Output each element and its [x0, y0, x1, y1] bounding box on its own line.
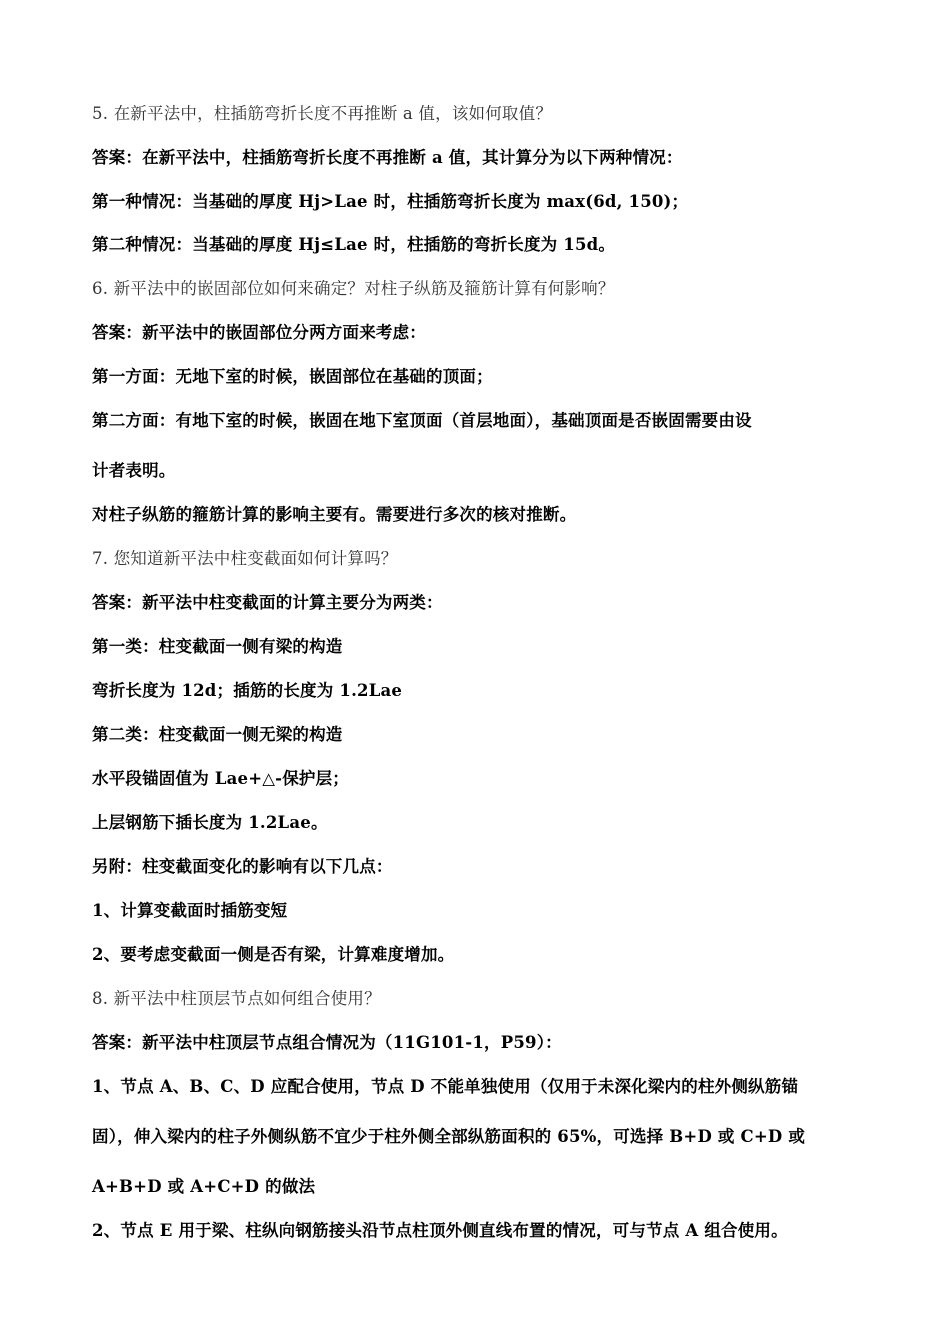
answer-7-type-1: 第一类：柱变截面一侧有梁的构造 — [92, 637, 343, 656]
answer-6-aspect-1: 第一方面：无地下室的时候，嵌固部位在基础的顶面； — [92, 367, 493, 386]
answer-8-item-1-line-2: 固），伸入梁内的柱子外侧纵筋不宜少于柱外侧全部纵筋面积的 65%，可选择 B+D 或 C+D 或 — [92, 1127, 806, 1146]
answer-7-type-2-detail-1: 水平段锚固值为 Lae+△-保护层； — [92, 769, 349, 788]
answer-5-case-1: 第一种情况：当基础的厚度 Hj>Lae 时，柱插筋弯折长度为 max(6d, 150)； — [92, 192, 689, 211]
answer-5: 答案：在新平法中，柱插筋弯折长度不再推断 a 值，其计算分为以下两种情况： — [92, 148, 683, 167]
answer-7-note-2: 2、要考虑变截面一侧是否有梁，计算难度增加。 — [92, 945, 455, 964]
answer-8-item-1-line-1: 1、节点 A、B、C、D 应配合使用，节点 D 不能单独使用（仅用于未深化梁内的柱外侧纵筋锚 — [92, 1077, 799, 1096]
answer-5-case-2: 第二种情况：当基础的厚度 Hj≤Lae 时，柱插筋的弯折长度为 15d。 — [92, 235, 616, 254]
answer-6-aspect-2-line-2: 计者表明。 — [92, 461, 176, 480]
answer-7-type-2-detail-2: 上层钢筋下插长度为 1.2Lae。 — [92, 813, 328, 832]
question-6: 6. 新平法中的嵌固部位如何来确定？对柱子纵筋及箍筋计算有何影响？ — [92, 279, 615, 298]
question-5: 5. 在新平法中，柱插筋弯折长度不再推断 a 值，该如何取值？ — [92, 104, 553, 123]
answer-7-note: 另附：柱变截面变化的影响有以下几点： — [92, 857, 393, 876]
answer-6-aspect-2-line-1: 第二方面：有地下室的时候，嵌固在地下室顶面（首层地面），基础顶面是否嵌固需要由设 — [92, 411, 752, 430]
answer-8-item-1-line-3: A+B+D 或 A+C+D 的做法 — [92, 1177, 316, 1196]
answer-7-type-1-detail: 弯折长度为 12d；插筋的长度为 1.2Lae — [92, 681, 403, 700]
question-7: 7. 您知道新平法中柱变截面如何计算吗？ — [92, 549, 398, 568]
answer-6: 答案：新平法中的嵌固部位分两方面来考虑： — [92, 323, 426, 342]
answer-8-item-2: 2、节点 E 用于梁、柱纵向钢筋接头沿节点柱顶外侧直线布置的情况，可与节点 A 组合使用。 — [92, 1221, 788, 1240]
answer-6-impact: 对柱子纵筋的箍筋计算的影响主要有。需要进行多次的核对推断。 — [92, 505, 577, 524]
question-8: 8. 新平法中柱顶层节点如何组合使用？ — [92, 989, 381, 1008]
answer-7: 答案：新平法中柱变截面的计算主要分为两类： — [92, 593, 443, 612]
answer-7-note-1: 1、计算变截面时插筋变短 — [92, 901, 288, 920]
answer-8: 答案：新平法中柱顶层节点组合情况为（11G101-1，P59）： — [92, 1033, 562, 1052]
answer-7-type-2: 第二类：柱变截面一侧无梁的构造 — [92, 725, 343, 744]
